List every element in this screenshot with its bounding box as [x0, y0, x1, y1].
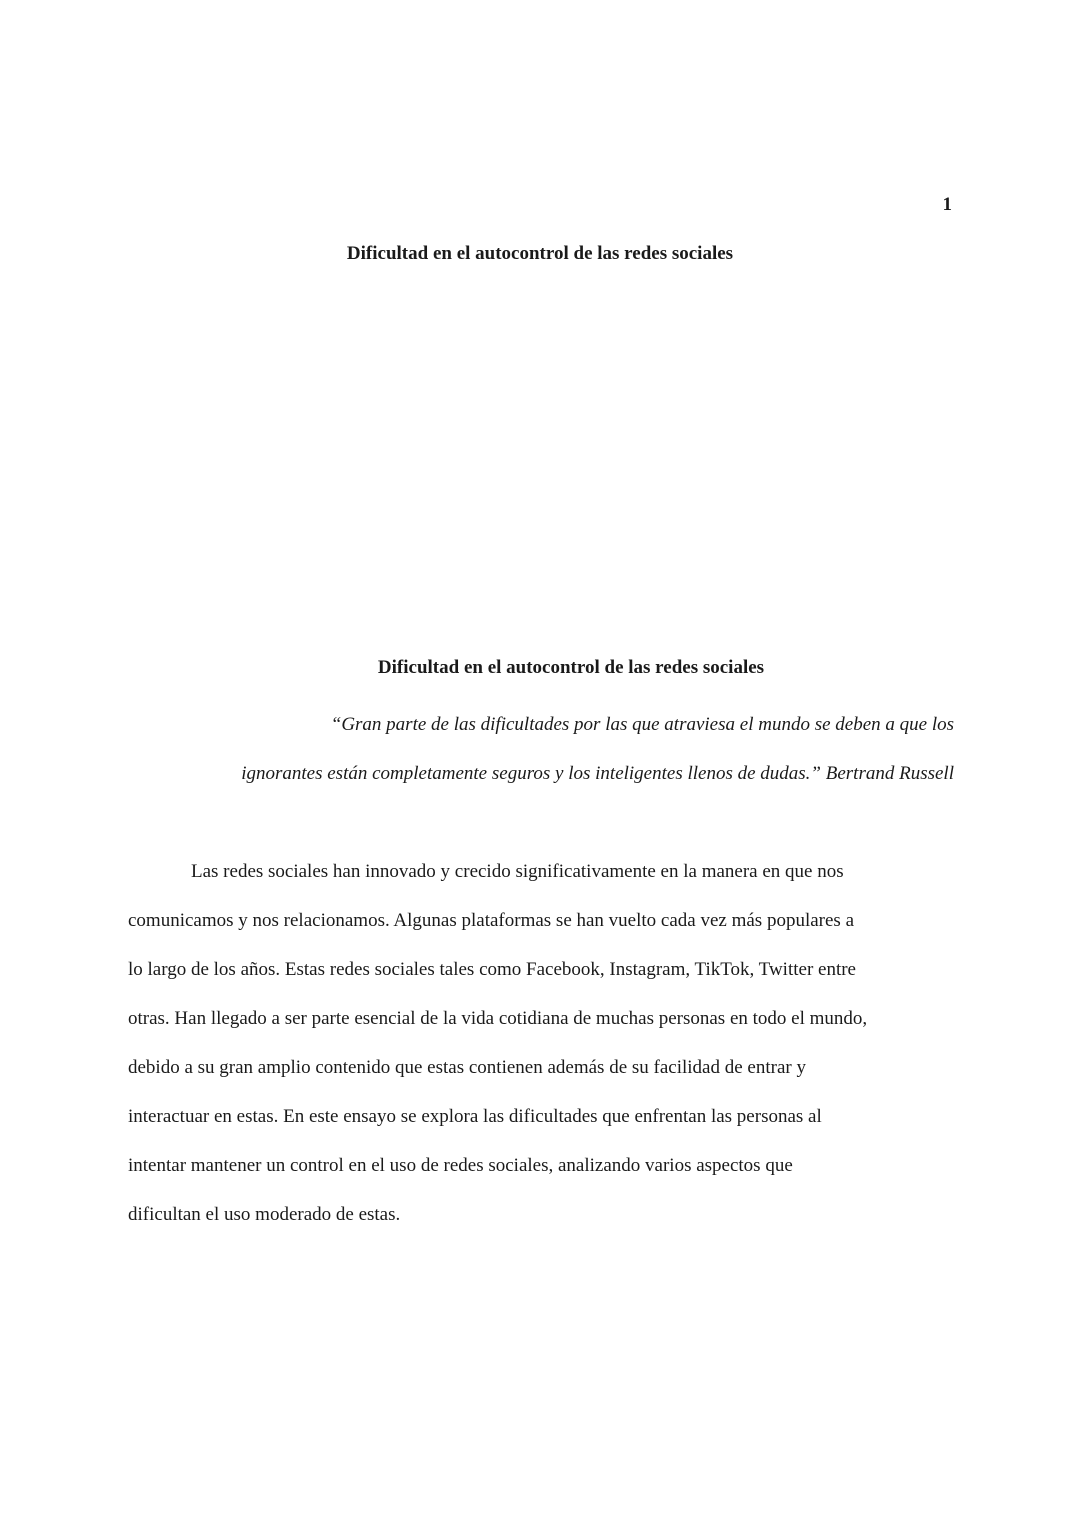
paragraph-line: interactuar en estas. En este ensayo se explora las dificultades que enfrentan las personas al [128, 1106, 822, 1127]
epigraph [128, 700, 954, 798]
title-page-title: Dificultad en el autocontrol de las redes sociales [346, 243, 734, 264]
paragraph-line: Las redes sociales han innovado y crecido significativamente en la manera en que nos [191, 861, 844, 882]
page-number: 1 [942, 194, 952, 215]
paragraph-line: debido a su gran amplio contenido que estas contienen además de su facilidad de entrar y [128, 1057, 806, 1078]
epigraph-line: “Gran parte de las dificultades por las que atraviesa el mundo se deben a que los [330, 714, 954, 735]
paragraph-line: comunicamos y nos relacionamos. Algunas plataformas se han vuelto cada vez más populares a [128, 910, 854, 931]
paragraph-line: lo largo de los años. Estas redes sociales tales como Facebook, Instagram, TikTok, Twitter entre [128, 959, 856, 980]
paragraph-line: intentar mantener un control en el uso de redes sociales, analizando varios aspectos que [128, 1155, 793, 1176]
essay-heading: Dificultad en el autocontrol de las redes sociales [377, 657, 765, 678]
epigraph-line: ignorantes están completamente seguros y los inteligentes llenos de dudas.” Bertrand Russell [241, 763, 954, 784]
paragraph-line: dificultan el uso moderado de estas. [128, 1204, 401, 1225]
essay-paragraph [128, 847, 954, 1239]
paragraph-line: otras. Han llegado a ser parte esencial de la vida cotidiana de muchas personas en todo el mundo, [128, 1008, 868, 1029]
